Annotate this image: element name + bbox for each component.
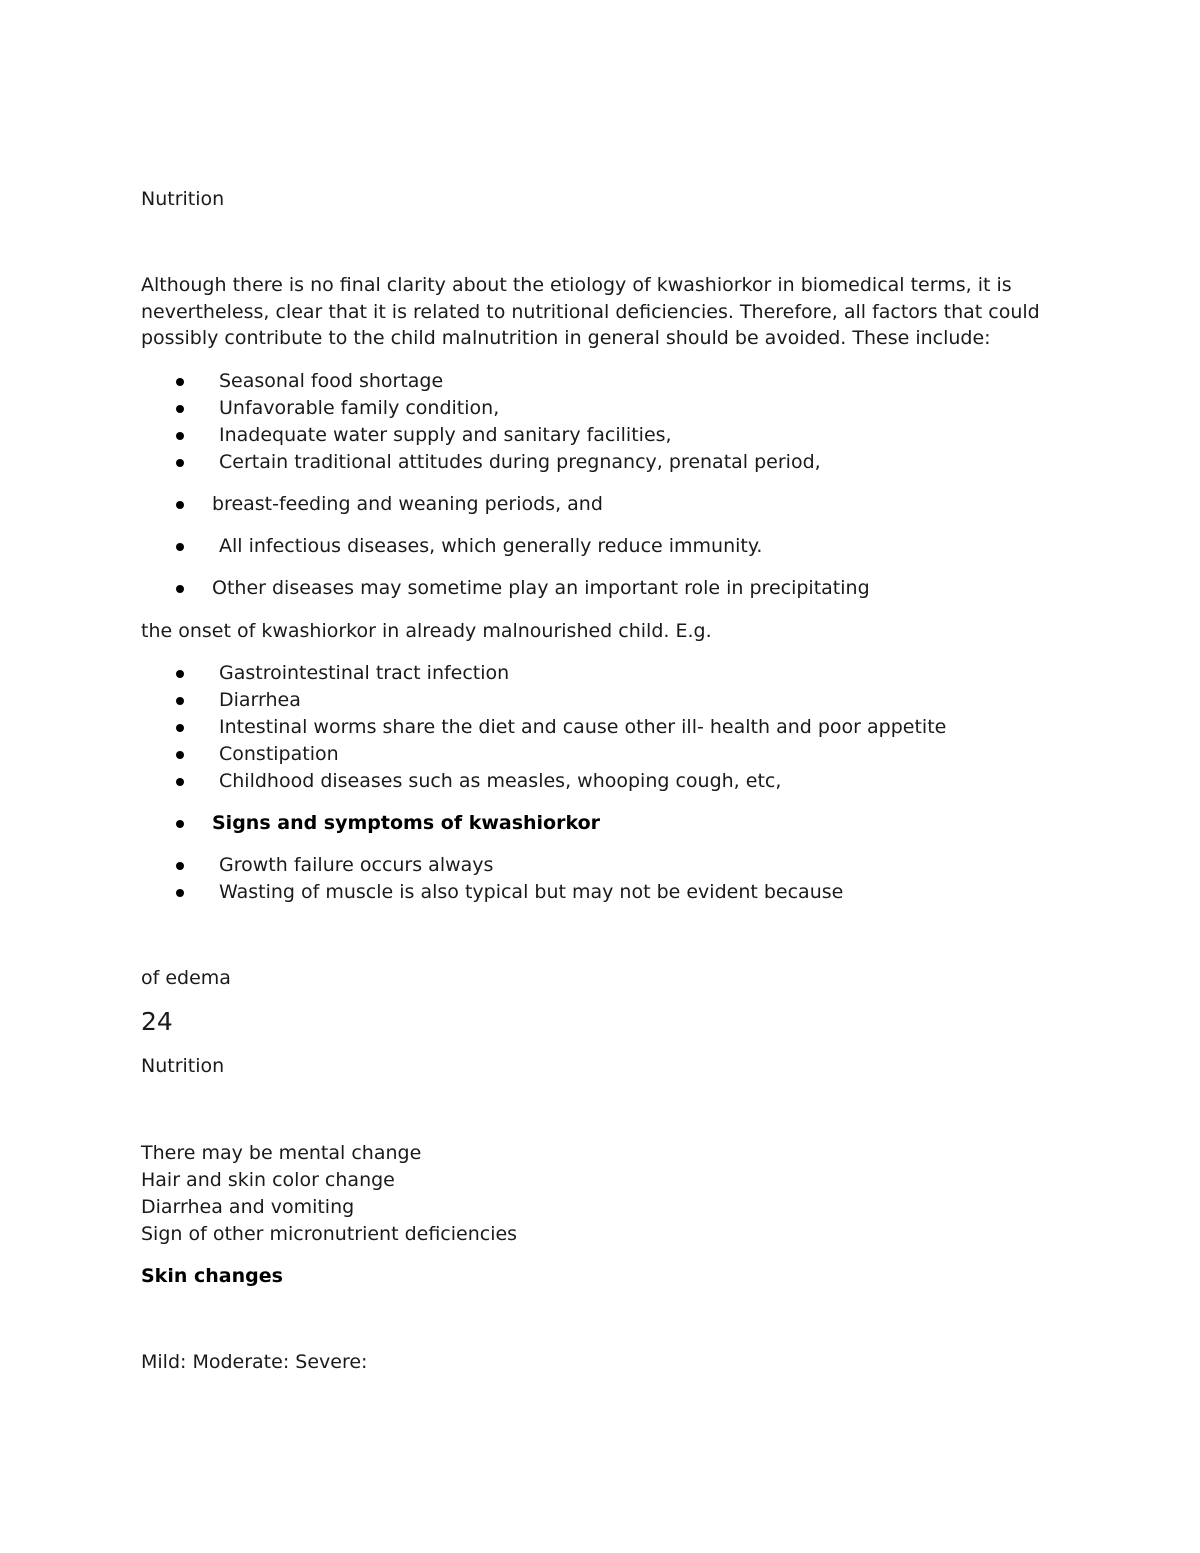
bullet-icon bbox=[176, 432, 184, 440]
text-line: Hair and skin color change bbox=[141, 1169, 395, 1191]
text-line: There may be mental change bbox=[141, 1142, 422, 1164]
bullet-icon bbox=[176, 697, 184, 705]
bullet-icon bbox=[176, 751, 184, 759]
continuation-text: the onset of kwashiorkor in already malnourished child. E.g. bbox=[141, 620, 712, 642]
document-page: Nutrition Although there is no final clarity about the etiology of kwashiorkor in biomedical terms, it is nevertheless, clear that it is related to nutritional deficiencies. Therefore, all factors that could possibly contribute to the child malnutrition in general should be avoided. These include: Seasonal food shortage Unfavorable family condition, Inadequate water supply and sanitary facilities, Certain traditional attitudes during pregnancy, prenatal period, breast-feeding and weaning periods, and All infectious diseases, which generally reduce immunity. Other diseases may sometime play an important role in precipitating the onset of kwashiorkor in already malnourished child. E.g. Gastrointestinal tract infection Diarrhea Intestinal worms share the diet and cause other ill- health and poor appetite Constipation Childhood diseases such as measles, whooping cough, etc, Signs and symptoms of kwashiorkor Growth failure occurs always Wasting of muscle is also typical but may not be evident because of edema 24 Nutrition There may be mental change Hair and skin color change Diarrhea and vomiting Sign of other micronutrient deficiencies Skin changes Mild: Moderate: Severe: bbox=[0, 0, 1200, 1553]
bullet-icon bbox=[176, 378, 184, 386]
bullet-icon bbox=[176, 820, 184, 828]
text-line: Diarrhea and vomiting bbox=[141, 1196, 355, 1218]
bullet-icon bbox=[176, 778, 184, 786]
bullet-icon bbox=[176, 543, 184, 551]
page-header: Nutrition bbox=[141, 188, 225, 210]
page-header: Nutrition bbox=[141, 1055, 225, 1077]
bullet-icon bbox=[176, 889, 184, 897]
skin-changes-heading: Skin changes bbox=[141, 1265, 283, 1287]
bullet-icon bbox=[176, 724, 184, 732]
page-number: 24 bbox=[141, 1007, 173, 1036]
intro-paragraph: Although there is no final clarity about the etiology of kwashiorkor in biomedical terms, it is nevertheless, clear that it is related to nutritional deficiencies. Therefore, all factors that could possibly contribute to the child malnutrition in general should be avoided. These include: bbox=[141, 274, 1040, 349]
signs-continuation: of edema bbox=[141, 967, 231, 989]
severity-line: Mild: Moderate: Severe: bbox=[141, 1351, 368, 1373]
bullet-icon bbox=[176, 405, 184, 413]
bullet-icon bbox=[176, 585, 184, 593]
bullet-icon bbox=[176, 459, 184, 467]
bullet-icon bbox=[176, 501, 184, 509]
text-line: Sign of other micronutrient deficiencies bbox=[141, 1223, 518, 1245]
bullet-icon bbox=[176, 670, 184, 678]
bullet-icon bbox=[176, 862, 184, 870]
